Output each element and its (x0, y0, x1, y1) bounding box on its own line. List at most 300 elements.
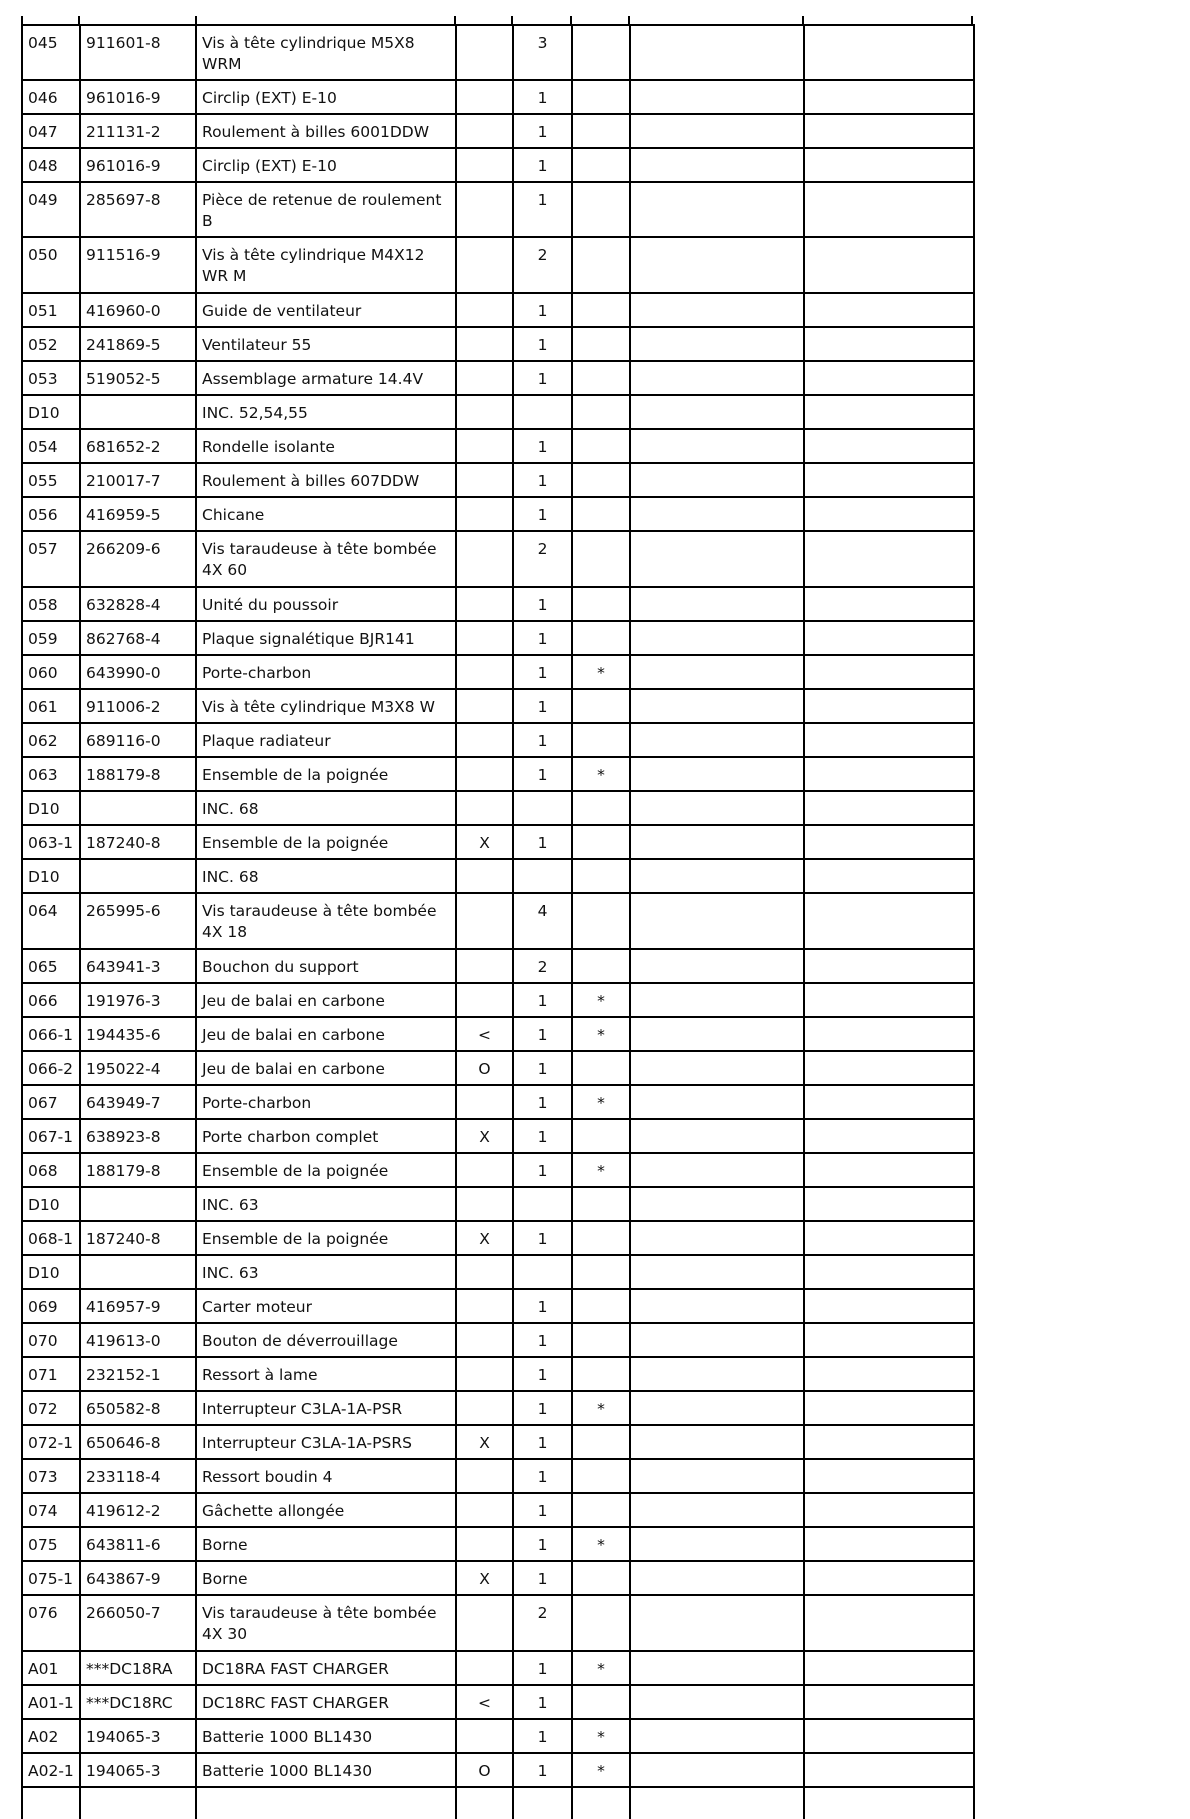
note-cell (572, 25, 630, 80)
note-cell (572, 1255, 630, 1289)
blank-cell (22, 1787, 80, 1819)
quantity-cell: 2 (513, 531, 572, 587)
note-cell: * (572, 1085, 630, 1119)
blank-cell (804, 1425, 974, 1459)
note-cell (572, 1051, 630, 1085)
description-cell: Roulement à billes 607DDW (196, 463, 456, 497)
quantity-cell: 1 (513, 1561, 572, 1595)
table-row (22, 1425, 974, 1459)
item-number-cell: 064 (22, 893, 80, 949)
item-number-cell: 070 (22, 1323, 80, 1357)
part-number-cell: 911516-9 (80, 237, 196, 293)
note-cell (572, 531, 630, 587)
item-number-cell: 052 (22, 327, 80, 361)
blank-cell (630, 1753, 804, 1787)
blank-cell (804, 689, 974, 723)
note-cell: * (572, 1391, 630, 1425)
note-cell: * (572, 757, 630, 791)
blank-cell (80, 1787, 196, 1819)
quantity-cell: 1 (513, 1357, 572, 1391)
marker-cell (456, 1357, 513, 1391)
item-number-cell: 063 (22, 757, 80, 791)
part-number-cell: 689116-0 (80, 723, 196, 757)
blank-cell (630, 689, 804, 723)
table-row (22, 1221, 974, 1255)
quantity-cell (513, 395, 572, 429)
blank-cell (804, 237, 974, 293)
quantity-cell: 1 (513, 689, 572, 723)
blank-cell (630, 655, 804, 689)
note-cell (572, 429, 630, 463)
blank-cell (630, 25, 804, 80)
part-number-cell: 265995-6 (80, 893, 196, 949)
part-number-cell: 241869-5 (80, 327, 196, 361)
note-cell (572, 1425, 630, 1459)
note-cell: * (572, 1719, 630, 1753)
quantity-cell: 2 (513, 237, 572, 293)
blank-cell (804, 1289, 974, 1323)
blank-cell (804, 1719, 974, 1753)
table-row (22, 689, 974, 723)
table-row (22, 148, 974, 182)
description-cell: Unité du poussoir (196, 587, 456, 621)
blank-cell (804, 1323, 974, 1357)
description-cell: Vis taraudeuse à tête bombée 4X 18 (196, 893, 456, 949)
blank-cell (630, 114, 804, 148)
marker-cell (456, 621, 513, 655)
item-number-cell: 047 (22, 114, 80, 148)
table-row (22, 757, 974, 791)
parts-list-table (21, 24, 975, 1819)
part-number-cell: 187240-8 (80, 825, 196, 859)
note-cell (572, 1357, 630, 1391)
part-number-cell: 188179-8 (80, 1153, 196, 1187)
blank-cell (804, 1017, 974, 1051)
part-number-cell: ***DC18RA (80, 1651, 196, 1685)
marker-cell (456, 1459, 513, 1493)
blank-cell (804, 825, 974, 859)
part-number-cell: 233118-4 (80, 1459, 196, 1493)
part-number-cell: 195022-4 (80, 1051, 196, 1085)
blank-cell (804, 983, 974, 1017)
item-number-cell: 071 (22, 1357, 80, 1391)
blank-cell (804, 148, 974, 182)
item-number-cell: 049 (22, 182, 80, 237)
quantity-cell: 1 (513, 1153, 572, 1187)
part-number-cell: 643949-7 (80, 1085, 196, 1119)
marker-cell (456, 1187, 513, 1221)
marker-cell (456, 327, 513, 361)
item-number-cell: 072 (22, 1391, 80, 1425)
quantity-cell: 1 (513, 587, 572, 621)
blank-cell (630, 1153, 804, 1187)
part-number-cell: 266050-7 (80, 1595, 196, 1651)
quantity-cell: 1 (513, 293, 572, 327)
description-cell: Interrupteur C3LA-1A-PSRS (196, 1425, 456, 1459)
blank-cell (630, 531, 804, 587)
quantity-cell: 2 (513, 949, 572, 983)
table-row (22, 1119, 974, 1153)
description-cell: INC. 63 (196, 1255, 456, 1289)
part-number-cell: 187240-8 (80, 1221, 196, 1255)
note-cell (572, 1221, 630, 1255)
blank-cell (804, 1357, 974, 1391)
description-cell: Borne (196, 1561, 456, 1595)
item-number-cell: D10 (22, 1187, 80, 1221)
blank-cell (630, 148, 804, 182)
marker-cell: O (456, 1051, 513, 1085)
part-number-cell: 681652-2 (80, 429, 196, 463)
table-row (22, 327, 974, 361)
table-row (22, 1391, 974, 1425)
marker-cell: X (456, 1561, 513, 1595)
blank-cell (630, 1651, 804, 1685)
quantity-cell: 1 (513, 1085, 572, 1119)
note-cell (572, 237, 630, 293)
table-row (22, 361, 974, 395)
note-cell (572, 327, 630, 361)
blank-cell (804, 182, 974, 237)
part-number-cell: 191976-3 (80, 983, 196, 1017)
blank-cell (630, 1051, 804, 1085)
blank-cell (804, 1255, 974, 1289)
part-number-cell: 911006-2 (80, 689, 196, 723)
part-number-cell: 419613-0 (80, 1323, 196, 1357)
table-row (22, 1357, 974, 1391)
quantity-cell: 1 (513, 1391, 572, 1425)
blank-cell (804, 791, 974, 825)
table-row (22, 983, 974, 1017)
marker-cell (456, 531, 513, 587)
quantity-cell: 1 (513, 1527, 572, 1561)
item-number-cell: A01-1 (22, 1685, 80, 1719)
note-cell (572, 587, 630, 621)
description-cell: Porte charbon complet (196, 1119, 456, 1153)
marker-cell: X (456, 1425, 513, 1459)
description-cell: Interrupteur C3LA-1A-PSR (196, 1391, 456, 1425)
quantity-cell: 1 (513, 825, 572, 859)
note-cell (572, 1595, 630, 1651)
item-number-cell: 046 (22, 80, 80, 114)
blank-cell (196, 1787, 456, 1819)
description-cell: Circlip (EXT) E-10 (196, 80, 456, 114)
table-row (22, 1017, 974, 1051)
blank-cell (804, 1527, 974, 1561)
blank-cell (630, 1719, 804, 1753)
note-cell (572, 723, 630, 757)
description-cell: Ensemble de la poignée (196, 757, 456, 791)
note-cell (572, 1289, 630, 1323)
blank-cell (456, 1787, 513, 1819)
quantity-cell (513, 1187, 572, 1221)
marker-cell: X (456, 1221, 513, 1255)
item-number-cell: A02 (22, 1719, 80, 1753)
table-row (22, 791, 974, 825)
description-cell: Vis à tête cylindrique M3X8 W (196, 689, 456, 723)
marker-cell: X (456, 825, 513, 859)
quantity-cell: 1 (513, 463, 572, 497)
description-cell: Ensemble de la poignée (196, 1153, 456, 1187)
marker-cell (456, 1255, 513, 1289)
description-cell: Rondelle isolante (196, 429, 456, 463)
item-number-cell: D10 (22, 859, 80, 893)
blank-cell (630, 1221, 804, 1255)
blank-cell (630, 1255, 804, 1289)
part-number-cell: 961016-9 (80, 80, 196, 114)
part-number-cell (80, 1255, 196, 1289)
description-cell: Vis à tête cylindrique M4X12 WR M (196, 237, 456, 293)
part-number-cell: 643941-3 (80, 949, 196, 983)
blank-cell (804, 893, 974, 949)
description-cell: Bouton de déverrouillage (196, 1323, 456, 1357)
quantity-cell: 1 (513, 1289, 572, 1323)
blank-cell (804, 1187, 974, 1221)
blank-cell (804, 949, 974, 983)
item-number-cell: 075 (22, 1527, 80, 1561)
table-row (22, 25, 974, 80)
part-number-cell: 650646-8 (80, 1425, 196, 1459)
blank-cell (630, 463, 804, 497)
marker-cell (456, 182, 513, 237)
blank-cell (630, 1357, 804, 1391)
description-cell: Plaque signalétique BJR141 (196, 621, 456, 655)
blank-cell (804, 429, 974, 463)
marker-cell (456, 361, 513, 395)
marker-cell (456, 1085, 513, 1119)
blank-cell (630, 395, 804, 429)
part-number-cell: 285697-8 (80, 182, 196, 237)
note-cell (572, 1561, 630, 1595)
blank-cell (630, 497, 804, 531)
table-row (22, 463, 974, 497)
description-cell: Ressort boudin 4 (196, 1459, 456, 1493)
note-cell (572, 791, 630, 825)
description-cell: Plaque radiateur (196, 723, 456, 757)
quantity-cell: 4 (513, 893, 572, 949)
table-row (22, 825, 974, 859)
item-number-cell: A01 (22, 1651, 80, 1685)
note-cell (572, 1685, 630, 1719)
blank-cell (630, 1527, 804, 1561)
blank-cell (804, 1787, 974, 1819)
blank-cell (630, 1187, 804, 1221)
table-row (22, 1493, 974, 1527)
table-row (22, 80, 974, 114)
description-cell: Ressort à lame (196, 1357, 456, 1391)
table-row (22, 1085, 974, 1119)
note-cell (572, 949, 630, 983)
quantity-cell (513, 1255, 572, 1289)
blank-cell (630, 1685, 804, 1719)
quantity-cell: 1 (513, 723, 572, 757)
description-cell: Bouchon du support (196, 949, 456, 983)
marker-cell (456, 1391, 513, 1425)
quantity-cell: 1 (513, 361, 572, 395)
item-number-cell: A02-1 (22, 1753, 80, 1787)
part-number-cell: 416960-0 (80, 293, 196, 327)
part-number-cell: 911601-8 (80, 25, 196, 80)
note-cell (572, 80, 630, 114)
description-cell: Carter moteur (196, 1289, 456, 1323)
blank-cell (630, 723, 804, 757)
item-number-cell: 057 (22, 531, 80, 587)
blank-cell (804, 1753, 974, 1787)
table-row (22, 621, 974, 655)
quantity-cell: 1 (513, 1017, 572, 1051)
item-number-cell: D10 (22, 395, 80, 429)
table-row (22, 237, 974, 293)
table-row (22, 1187, 974, 1221)
marker-cell (456, 1595, 513, 1651)
marker-cell (456, 949, 513, 983)
blank-cell (804, 25, 974, 80)
note-cell (572, 859, 630, 893)
note-cell: * (572, 1753, 630, 1787)
blank-cell (804, 1493, 974, 1527)
quantity-cell: 1 (513, 1719, 572, 1753)
item-number-cell: 067 (22, 1085, 80, 1119)
part-number-cell: 194065-3 (80, 1753, 196, 1787)
item-number-cell: 053 (22, 361, 80, 395)
blank-cell (804, 80, 974, 114)
blank-cell (804, 1685, 974, 1719)
description-cell: Assemblage armature 14.4V (196, 361, 456, 395)
note-cell: * (572, 983, 630, 1017)
item-number-cell: 055 (22, 463, 80, 497)
marker-cell (456, 1527, 513, 1561)
blank-cell (804, 655, 974, 689)
part-number-cell: 419612-2 (80, 1493, 196, 1527)
quantity-cell: 1 (513, 1221, 572, 1255)
part-number-cell: 188179-8 (80, 757, 196, 791)
blank-cell (630, 1493, 804, 1527)
table-row (22, 587, 974, 621)
blank-cell (630, 757, 804, 791)
description-cell: INC. 63 (196, 1187, 456, 1221)
description-cell: Ensemble de la poignée (196, 1221, 456, 1255)
part-number-cell: 416957-9 (80, 1289, 196, 1323)
description-cell: Porte-charbon (196, 1085, 456, 1119)
blank-cell (804, 395, 974, 429)
quantity-cell: 1 (513, 1323, 572, 1357)
blank-cell (630, 859, 804, 893)
part-number-cell: 632828-4 (80, 587, 196, 621)
blank-cell (630, 1425, 804, 1459)
note-cell (572, 293, 630, 327)
marker-cell (456, 1493, 513, 1527)
marker-cell (456, 1651, 513, 1685)
description-cell: Circlip (EXT) E-10 (196, 148, 456, 182)
part-number-cell (80, 395, 196, 429)
blank-cell (804, 1119, 974, 1153)
note-cell (572, 182, 630, 237)
blank-cell (630, 825, 804, 859)
quantity-cell: 2 (513, 1595, 572, 1651)
blank-cell (630, 621, 804, 655)
description-cell: Ventilateur 55 (196, 327, 456, 361)
item-number-cell: 054 (22, 429, 80, 463)
table-row (22, 1051, 974, 1085)
blank-cell (804, 327, 974, 361)
table-row (22, 1323, 974, 1357)
blank-cell (804, 621, 974, 655)
quantity-cell: 1 (513, 1685, 572, 1719)
item-number-cell: 059 (22, 621, 80, 655)
part-number-cell: 194435-6 (80, 1017, 196, 1051)
marker-cell (456, 587, 513, 621)
table-row (22, 1153, 974, 1187)
quantity-cell: 1 (513, 1493, 572, 1527)
table-row (22, 1685, 974, 1719)
blank-cell (804, 1051, 974, 1085)
blank-cell (804, 723, 974, 757)
quantity-cell (513, 791, 572, 825)
item-number-cell: 066 (22, 983, 80, 1017)
part-number-cell: 643990-0 (80, 655, 196, 689)
blank-cell (630, 182, 804, 237)
marker-cell: O (456, 1753, 513, 1787)
table-row (22, 859, 974, 893)
description-cell: Vis taraudeuse à tête bombée 4X 60 (196, 531, 456, 587)
part-number-cell: 194065-3 (80, 1719, 196, 1753)
note-cell: * (572, 1527, 630, 1561)
item-number-cell: D10 (22, 791, 80, 825)
description-cell: Vis taraudeuse à tête bombée 4X 30 (196, 1595, 456, 1651)
part-number-cell: 416959-5 (80, 497, 196, 531)
table-row (22, 1459, 974, 1493)
part-number-cell: 961016-9 (80, 148, 196, 182)
note-cell: * (572, 1651, 630, 1685)
item-number-cell: 068-1 (22, 1221, 80, 1255)
note-cell (572, 497, 630, 531)
marker-cell (456, 237, 513, 293)
blank-cell (804, 497, 974, 531)
marker-cell (456, 1719, 513, 1753)
description-cell: Porte-charbon (196, 655, 456, 689)
table-row (22, 655, 974, 689)
description-cell: DC18RC FAST CHARGER (196, 1685, 456, 1719)
item-number-cell: 048 (22, 148, 80, 182)
marker-cell (456, 859, 513, 893)
item-number-cell: 060 (22, 655, 80, 689)
marker-cell (456, 1289, 513, 1323)
table-row (22, 949, 974, 983)
note-cell (572, 1323, 630, 1357)
marker-cell (456, 689, 513, 723)
blank-cell (804, 1085, 974, 1119)
blank-cell (630, 1289, 804, 1323)
item-number-cell: 067-1 (22, 1119, 80, 1153)
note-cell (572, 114, 630, 148)
quantity-cell: 1 (513, 1425, 572, 1459)
quantity-cell: 1 (513, 1119, 572, 1153)
blank-cell (630, 949, 804, 983)
description-cell: Roulement à billes 6001DDW (196, 114, 456, 148)
blank-cell (804, 1391, 974, 1425)
item-number-cell: 068 (22, 1153, 80, 1187)
marker-cell (456, 463, 513, 497)
table-row (22, 1255, 974, 1289)
quantity-cell: 1 (513, 1651, 572, 1685)
note-cell (572, 825, 630, 859)
quantity-cell: 1 (513, 1051, 572, 1085)
note-cell (572, 689, 630, 723)
table-row (22, 723, 974, 757)
blank-cell (804, 1459, 974, 1493)
marker-cell (456, 757, 513, 791)
item-number-cell: 069 (22, 1289, 80, 1323)
marker-cell: < (456, 1017, 513, 1051)
